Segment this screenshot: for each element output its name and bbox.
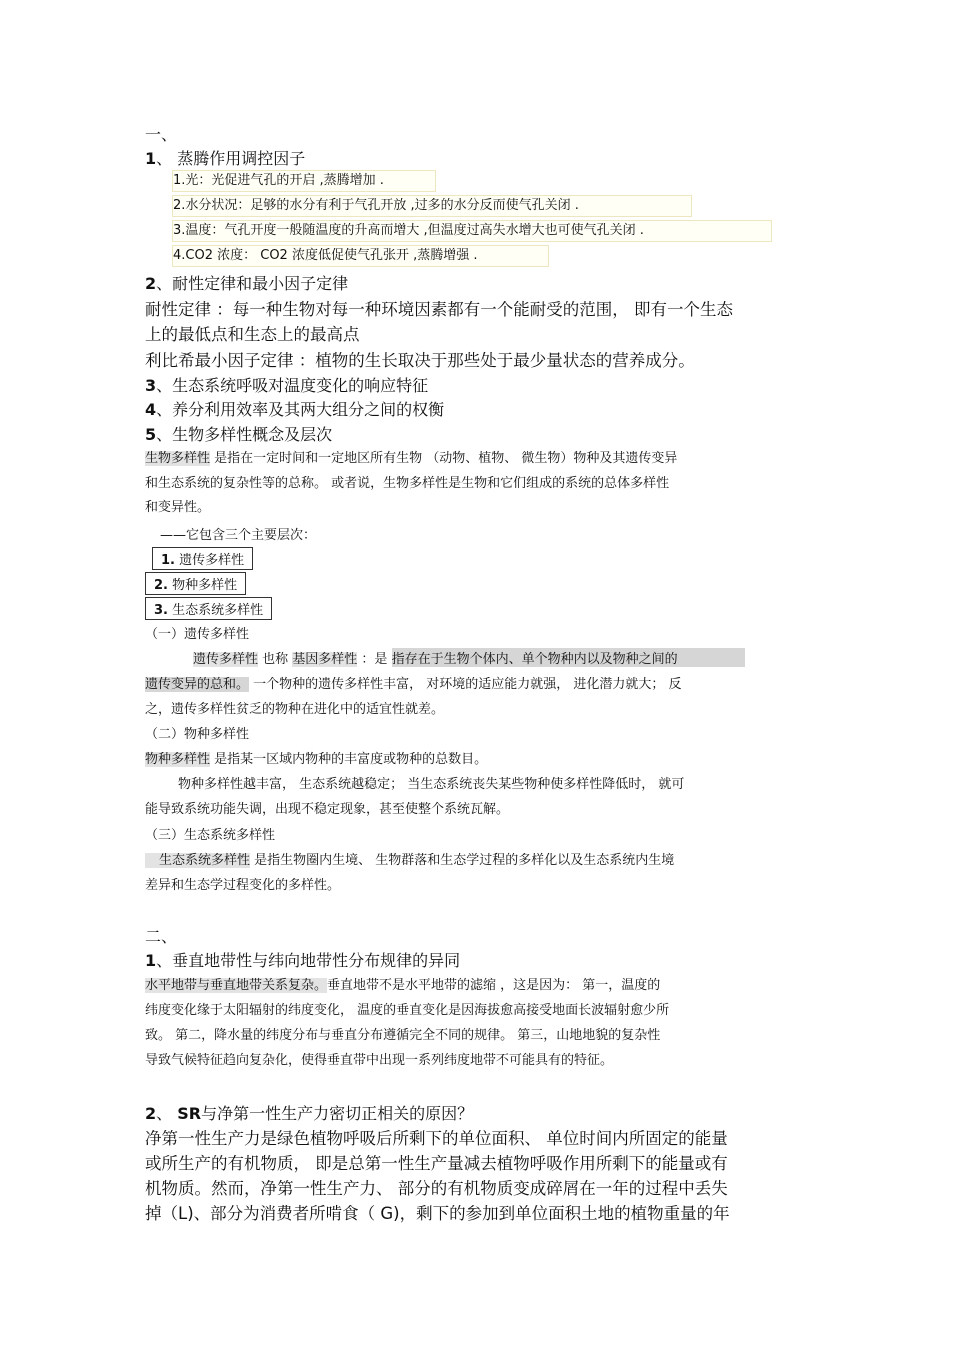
tolerance-law-line-1: 耐性定律 ：每一种生物对每一种环境因素都有一个能耐受的范围， 即有一个生态 xyxy=(145,300,733,319)
topic-1-2-title: 2、耐性定律和最小因子定律 xyxy=(145,274,349,293)
level-box-species: 2. 物种多样性 xyxy=(145,572,246,595)
species-def-line-1: 物种多样性 是指某一区域内物种的丰富度或物种的总数目。 xyxy=(145,752,488,767)
biodiversity-def-line-1: 生物多样性 是指在一定时间和一定地区所有生物 （动物、植物、 微生物）物种及其遗传变异 xyxy=(145,451,678,466)
factor-co2: 4.CO2 浓度： CO2 浓度低促使气孔张开 ,蒸腾增强 . xyxy=(172,245,549,267)
zonation-line-2: 纬度变化缘于太阳辐射的纬度变化， 温度的垂直变化是因海拔愈高接受地面长波辐射愈少所 xyxy=(145,1003,670,1018)
liebig-law: 利比希最小因子定律 ：植物的生长取决于那些处于最少量状态的营养成分。 xyxy=(145,351,695,370)
npp-line-3: 机物质。然而，净第一性生产力、 部分的有机物质变成碎屑在一年的过程中丢失 xyxy=(145,1179,728,1198)
genetic-def-line-2: 遗传变异的总和。 一个物种的遗传多样性丰富， 对环境的适应能力就强， 进化潜力就大； 反 xyxy=(145,677,682,692)
genetic-def-line-1: 遗传多样性 也称 基因多样性 ：是 指存在于生物个体内、单个物种内以及物种之间的 xyxy=(193,648,745,667)
npp-line-1: 净第一性生产力是绿色植物呼吸后所剩下的单位面积、 单位时间内所固定的能量 xyxy=(145,1129,728,1148)
ecosystem-def-line-2: 差异和生态学过程变化的多样性。 xyxy=(145,878,341,893)
genetic-heading: （一）遗传多样性 xyxy=(145,627,250,642)
topic-1-4-title: 4、养分利用效率及其两大组分之间的权衡 xyxy=(145,400,445,419)
factor-temperature: 3.温度：气孔开度一般随温度的升高而增大 ,但温度过高失水增大也可使气孔关闭 . xyxy=(172,220,772,242)
level-box-genetic: 1. 遗传多样性 xyxy=(152,547,253,570)
biodiversity-def-line-3: 和变异性。 xyxy=(145,500,211,515)
npp-line-2: 或所生产的有机物质， 即是总第一性生产量减去植物呼吸作用所剩下的能量或有 xyxy=(145,1154,728,1173)
ecosystem-def-line-1: 生态系统多样性 是指生物圈内生境、 生物群落和生态学过程的多样化以及生态系统内生境 xyxy=(145,849,674,868)
factor-light: 1.光：光促进气孔的开启 ,蒸腾增加 . xyxy=(172,170,436,192)
zonation-line-1: 水平地带与垂直地带关系复杂。垂直地带不是水平地带的滤缩 ，这是因为： 第一，温度的 xyxy=(145,978,661,993)
zonation-line-3: 致。 第二，降水量的纬度分布与垂直分布遵循完全不同的规律。 第三，山地地貌的复杂性 xyxy=(145,1028,661,1043)
tolerance-law-line-2: 上的最低点和生态上的最高点 xyxy=(145,325,360,344)
species-def-line-2: 物种多样性越丰富， 生态系统越稳定； 当生态系统丧失某些物种使多样性降低时， 就可 xyxy=(178,777,685,792)
topic-2-1-title: 1、垂直地带性与纬向地带性分布规律的异同 xyxy=(145,951,461,970)
topic-2-2-title: 2、 SR与净第一性生产力密切正相关的原因？ xyxy=(145,1104,474,1123)
species-def-line-3: 能导致系统功能失调，出现不稳定现象，甚至使整个系统瓦解。 xyxy=(145,802,510,817)
zonation-line-4: 导致气候特征趋向复杂化，使得垂直带中出现一系列纬度地带不可能具有的特征。 xyxy=(145,1053,614,1068)
topic-1-1-title: 1、 蒸腾作用调控因子 xyxy=(145,149,306,168)
npp-line-4: 掉（L)、部分为消费者所啃食（ G)，剩下的参加到单位面积土地的植物重量的年 xyxy=(145,1204,730,1223)
section-1-heading: 一、 xyxy=(145,125,178,144)
levels-intro: ——它包含三个主要层次： xyxy=(160,528,317,543)
species-heading: （二）物种多样性 xyxy=(145,727,250,742)
biodiversity-term: 生物多样性 xyxy=(145,451,211,466)
level-box-ecosystem: 3. 生态系统多样性 xyxy=(145,597,272,620)
topic-1-3-title: 3、生态系统呼吸对温度变化的响应特征 xyxy=(145,376,429,395)
biodiversity-def-line-2: 和生态系统的复杂性等的总称。 或者说，生物多样性是生物和它们组成的系统的总体多样性 xyxy=(145,476,670,491)
factor-water: 2.水分状况：足够的水分有利于气孔开放 ,过多的水分反而使气孔关闭 . xyxy=(172,195,692,217)
genetic-def-line-3: 之，遗传多样性贫乏的物种在进化中的适宜性就差。 xyxy=(145,702,445,717)
topic-1-5-title: 5、生物多样性概念及层次 xyxy=(145,425,333,444)
ecosystem-heading: （三）生态系统多样性 xyxy=(145,828,276,843)
section-2-heading: 二、 xyxy=(145,927,178,946)
